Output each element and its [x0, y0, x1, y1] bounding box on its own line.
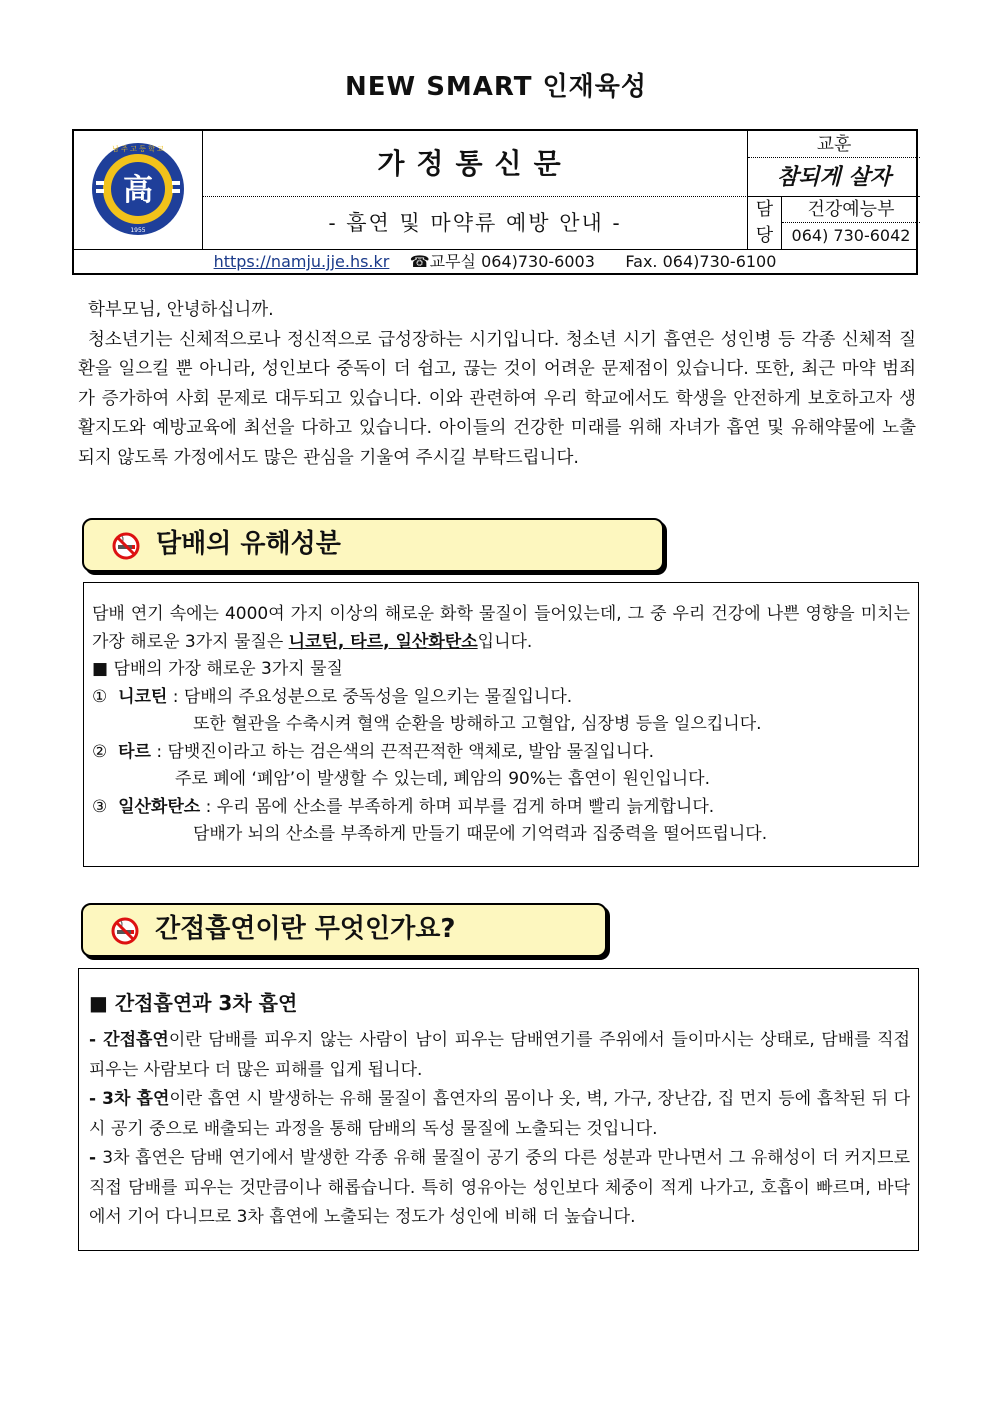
- fax-number: Fax. 064)730-6100: [625, 252, 777, 271]
- box-heading: ■ 간접흡연과 3차 흡연: [89, 991, 298, 1015]
- list-heading: ■ 담배의 가장 해로운 3가지 물질: [92, 659, 343, 679]
- in-charge-label-2: 당: [755, 225, 774, 246]
- no-smoking-icon: [111, 917, 139, 945]
- newsletter-title: 가정통신문: [203, 131, 748, 197]
- list-item-cont: 또한 혈관을 수축시켜 혈액 순환을 방해하고 고혈압, 심장병 등을 일으킵니다.: [193, 714, 762, 734]
- school-website-link[interactable]: https://namju.jje.hs.kr: [213, 252, 390, 271]
- list-item: ③ 일산화탄소 : 우리 몸에 산소를 부족하게 하며 피부를 검게 하며 빨리 늙게합니다.: [92, 796, 715, 817]
- section-banner-harmful-ingredients: [82, 518, 664, 572]
- school-motto: 참되게 살자: [748, 158, 920, 197]
- section-title: 담배의 유해성분: [156, 529, 341, 559]
- program-title: NEW SMART 인재육성: [344, 72, 648, 102]
- list-item: ① 니코틴 : 담배의 주요성분으로 중독성을 일으키는 물질입니다.: [92, 686, 573, 707]
- school-logo-cell: [74, 131, 203, 249]
- intro-body: 청소년기는 신체적으로나 정신적으로 급성장하는 시기입니다. 청소년 시기 흡연은 성인병 등 각종 신체적 질환을 일으킬 뿐 아니라, 성인보다 중독이 더 쉽고, 끊는 것이 어려운 문제점이 있습니다. 또한, 최근 마약 범죄가 증가하여 사회 문제로 대두되고 있습니다. 이와 관련하여 우리 학교에서도 학생을 안전하게 보호하고자 생활지도와 예방교육에 최선을 다하고 있습니다. 아이들의 건강한 미래를 위해 자녀가 흡연 및 유해약물에 노출되지 않도록 가정에서도 많은 관심을 기울여 주시길 부탁드립니다.: [78, 329, 916, 468]
- svg-text:高: 高: [123, 173, 153, 208]
- department-name: 건강예능부: [782, 197, 920, 223]
- motto-label: 교훈: [748, 131, 920, 158]
- newsletter-header: [72, 129, 918, 275]
- list-item: ② 타르 : 담뱃진이라고 하는 검은색의 끈적끈적한 액체로, 발암 물질입니다.: [92, 741, 655, 762]
- section-title: 간접흡연이란 무엇인가요?: [155, 914, 456, 944]
- in-charge-label: [748, 197, 782, 249]
- list-item: - 간접흡연이란 담배를 피우지 않는 사람이 남이 피우는 담배연기를 주위에서 들이마시는 상태로, 담배를 직접 피우는 사람보다 더 많은 피해를 입게 됩니다.: [89, 1030, 910, 1080]
- list-item: - 3차 흡연은 담배 연기에서 발생한 각종 유해 물질이 공기 중의 다른 성분과 만나면서 그 유해성이 더 커지므로 직접 담배를 피우는 것만큼이나 해롭습니다. 특히 영유아는 성인보다 체중이 적게 나가고, 호흡이 빠르며, 바닥에서 기어 다니므로 3차 흡연에 노출되는 정도가 성인에 비해 더 높습니다.: [89, 1148, 910, 1227]
- highlighted-substances: 니코틴, 타르, 일산화탄소: [288, 631, 478, 652]
- school-logo: [74, 131, 203, 249]
- intro-letter: [78, 296, 916, 473]
- in-charge-label-1: 담: [755, 199, 774, 220]
- office-phone: ☎교무실 064)730-6003: [409, 252, 595, 271]
- list-item: - 3차 흡연이란 흡연 시 발생하는 유해 물질이 흡연자의 몸이나 옷, 벽, 가구, 장난감, 집 먼지 등에 흡착된 뒤 다시 공기 중으로 배출되는 과정을 통해 담배의 독성 물질에 노출되는 것입니다.: [89, 1089, 911, 1139]
- logo-year: 1955: [130, 227, 146, 234]
- harmful-ingredients-box: [83, 582, 919, 867]
- no-smoking-icon: [112, 532, 140, 560]
- contact-bar: [74, 249, 916, 273]
- secondhand-smoke-box: [78, 968, 919, 1251]
- department-phone: 064) 730-6042: [791, 226, 911, 245]
- section-banner-secondhand-smoke: [81, 903, 607, 957]
- newsletter-subtitle: - 흡연 및 마약류 예방 안내 -: [203, 197, 748, 249]
- list-item-cont: 담배가 뇌의 산소를 부족하게 만들기 때문에 기억력과 집중력을 떨어뜨립니다.: [193, 824, 768, 844]
- list-item-cont: 주로 폐에 ‘폐암’이 발생할 수 있는데, 폐암의 90%는 흡연이 원인입니다.: [175, 769, 711, 789]
- svg-text:남 주 고 등 학 교: 남 주 고 등 학 교: [112, 145, 164, 153]
- greeting: 학부모님, 안녕하십니까.: [88, 300, 274, 320]
- intro-paragraph: 담배 연기 속에는 4000여 가지 이상의 해로운 화학 물질이 들어있는데, 그 중 우리 건강에 나쁜 영향을 미치는 가장 해로운 3가지 물질은 니코틴, 타르, 일산화탄소입니다.: [92, 604, 910, 652]
